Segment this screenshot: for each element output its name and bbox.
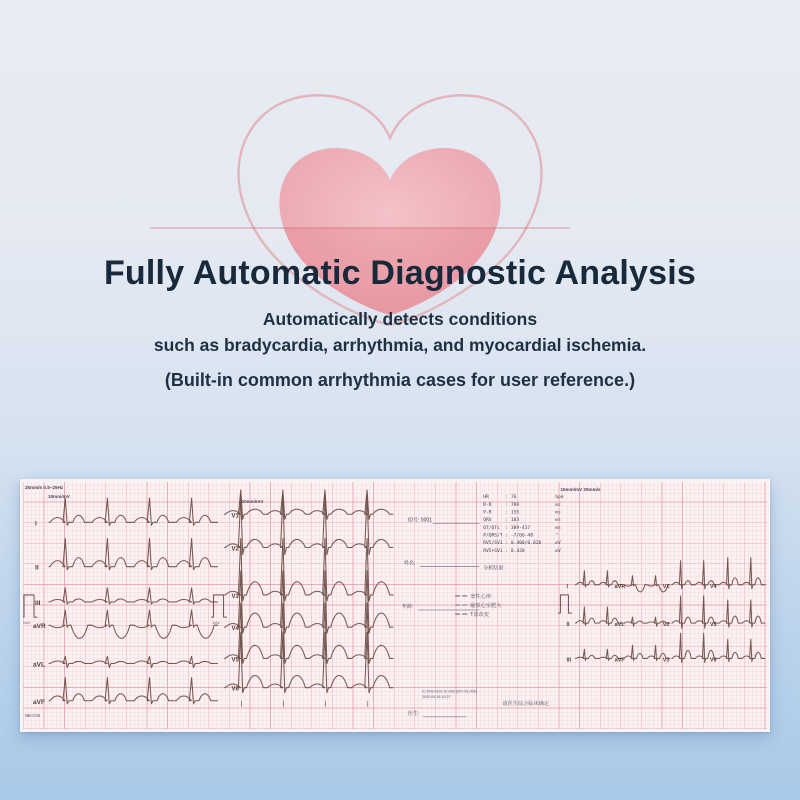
lead-trace-III xyxy=(49,588,217,604)
measure-label: HR xyxy=(483,495,489,501)
cal-label: 1mV xyxy=(212,621,220,626)
measure-unit: ms xyxy=(555,502,561,508)
subtitle-line2: such as bradycardia, arrhythmia, and myocardial ischemia. xyxy=(153,335,647,355)
measure-value: : 155 xyxy=(505,510,520,516)
subtitle-line1: Automatically detects conditions xyxy=(262,309,538,329)
lead-label-V3: V3 xyxy=(231,593,239,600)
ecg-header-speed: 25mm/s 0.5~25Hz xyxy=(25,485,64,491)
lead-label-II: II xyxy=(35,564,39,572)
finding-text: T波改变 xyxy=(470,612,490,619)
doctor: 医生: xyxy=(408,710,420,717)
measure-label: RV5/SV1 xyxy=(483,541,503,547)
analysis-title: 分析结果: xyxy=(483,565,505,572)
calibration-pulse xyxy=(558,595,571,613)
lead-trace-aVL xyxy=(49,656,217,667)
footer-note: 请医生综合临床确定 xyxy=(502,700,550,707)
ecg-traces xyxy=(23,482,767,729)
measure-unit: ° xyxy=(555,533,559,539)
mini-lead-trace-V5 xyxy=(719,600,765,627)
footer-model: NB-C06 xyxy=(25,712,40,718)
mini-lead-label-V5: V5 xyxy=(709,622,717,629)
mini-lead-trace-V4 xyxy=(719,558,765,589)
measure-value: : -7/66-48 xyxy=(505,533,533,539)
ecg-header-gain-mid: 10mm/mV xyxy=(241,499,264,505)
measure-value: : 76 xyxy=(505,495,517,501)
lead-label-aVR: aVR xyxy=(33,623,46,631)
mini-lead-label-aVL: aVL xyxy=(614,622,625,629)
calibration-pulse xyxy=(212,595,227,617)
ecg-header-gain: 10mm/mV xyxy=(48,494,70,500)
lead-label-aVF: aVF xyxy=(33,698,45,706)
lead-label-V4: V4 xyxy=(231,626,239,633)
mini-lead-label-I: I xyxy=(566,583,569,590)
page-title: Fully Automatic Diagnostic Analysis xyxy=(103,253,697,292)
patient-age: 年龄: xyxy=(402,604,414,611)
mini-lead-label-III: III xyxy=(566,657,572,664)
mini-lead-label-II: II xyxy=(566,622,570,629)
lead-label-V2: V2 xyxy=(231,546,239,553)
finding-text: 疑似心室肥大 xyxy=(470,603,502,610)
lead-trace-II xyxy=(49,538,217,569)
measure-label: P-R xyxy=(483,510,492,516)
mini-lead-label-V1: V1 xyxy=(662,583,670,590)
mini-lead-trace-V6 xyxy=(719,639,765,661)
mini-lead-label-aVR: aVR xyxy=(614,583,626,590)
measure-value: : 103 xyxy=(505,518,520,524)
measure-label: QT/QTc xyxy=(483,525,500,531)
mini-lead-label-V3: V3 xyxy=(662,657,670,664)
lead-trace-V6 xyxy=(225,632,393,692)
measure-label: P/QRS/T xyxy=(483,533,503,539)
measure-unit: bpm xyxy=(555,495,564,501)
measure-unit: ms xyxy=(555,510,561,516)
footer-code-1: IC-D03-0101 IC-D06 (007-91-006) xyxy=(422,689,477,694)
lead-trace-aVF xyxy=(49,678,217,704)
measure-value: : 389-437 xyxy=(505,525,531,531)
mini-lead-label-V2: V2 xyxy=(662,622,670,629)
ecg-paper xyxy=(23,482,767,729)
measure-value: : 0.420 xyxy=(505,548,525,554)
finding-text: 窦性心律 xyxy=(470,593,492,600)
lead-label-aVL: aVL xyxy=(33,661,45,669)
measure-label: R-R xyxy=(483,502,492,508)
lead-label-III: III xyxy=(35,599,41,608)
subtitle xyxy=(0,306,800,358)
cal-label: 1mV xyxy=(23,621,31,626)
mini-lead-label-V4: V4 xyxy=(709,583,717,590)
lead-label-V6: V6 xyxy=(231,686,239,693)
measure-label: QRS xyxy=(483,518,492,524)
ecg-header-gain-right: 10mm/mV 25mm/s xyxy=(560,487,601,493)
footer-code-2: 2020-04-16 10:27 xyxy=(422,695,451,700)
measure-label: RV5+SV1 xyxy=(483,548,503,554)
measure-value: : 789 xyxy=(505,502,520,508)
patient-id: ID号: 0001 xyxy=(408,517,432,524)
ecg-report-image xyxy=(20,479,770,732)
mini-lead-label-aVF: aVF xyxy=(614,657,625,664)
mini-lead-label-V6: V6 xyxy=(709,657,717,664)
measure-unit: ms xyxy=(555,518,561,524)
measure-value: : 0.400/0.020 xyxy=(505,541,542,547)
measure-unit: mV xyxy=(555,541,561,547)
measure-unit: mV xyxy=(555,548,561,554)
lead-label-I: I xyxy=(35,520,37,528)
lead-label-V5: V5 xyxy=(231,657,239,664)
note-text: (Built-in common arrhythmia cases for user reference.) xyxy=(164,370,636,390)
lead-trace-aVR xyxy=(49,610,217,638)
lead-trace-I xyxy=(49,498,217,525)
measure-unit: ms xyxy=(555,525,561,531)
patient-name: 姓名: xyxy=(404,560,416,567)
lead-label-V1: V1 xyxy=(231,513,239,520)
